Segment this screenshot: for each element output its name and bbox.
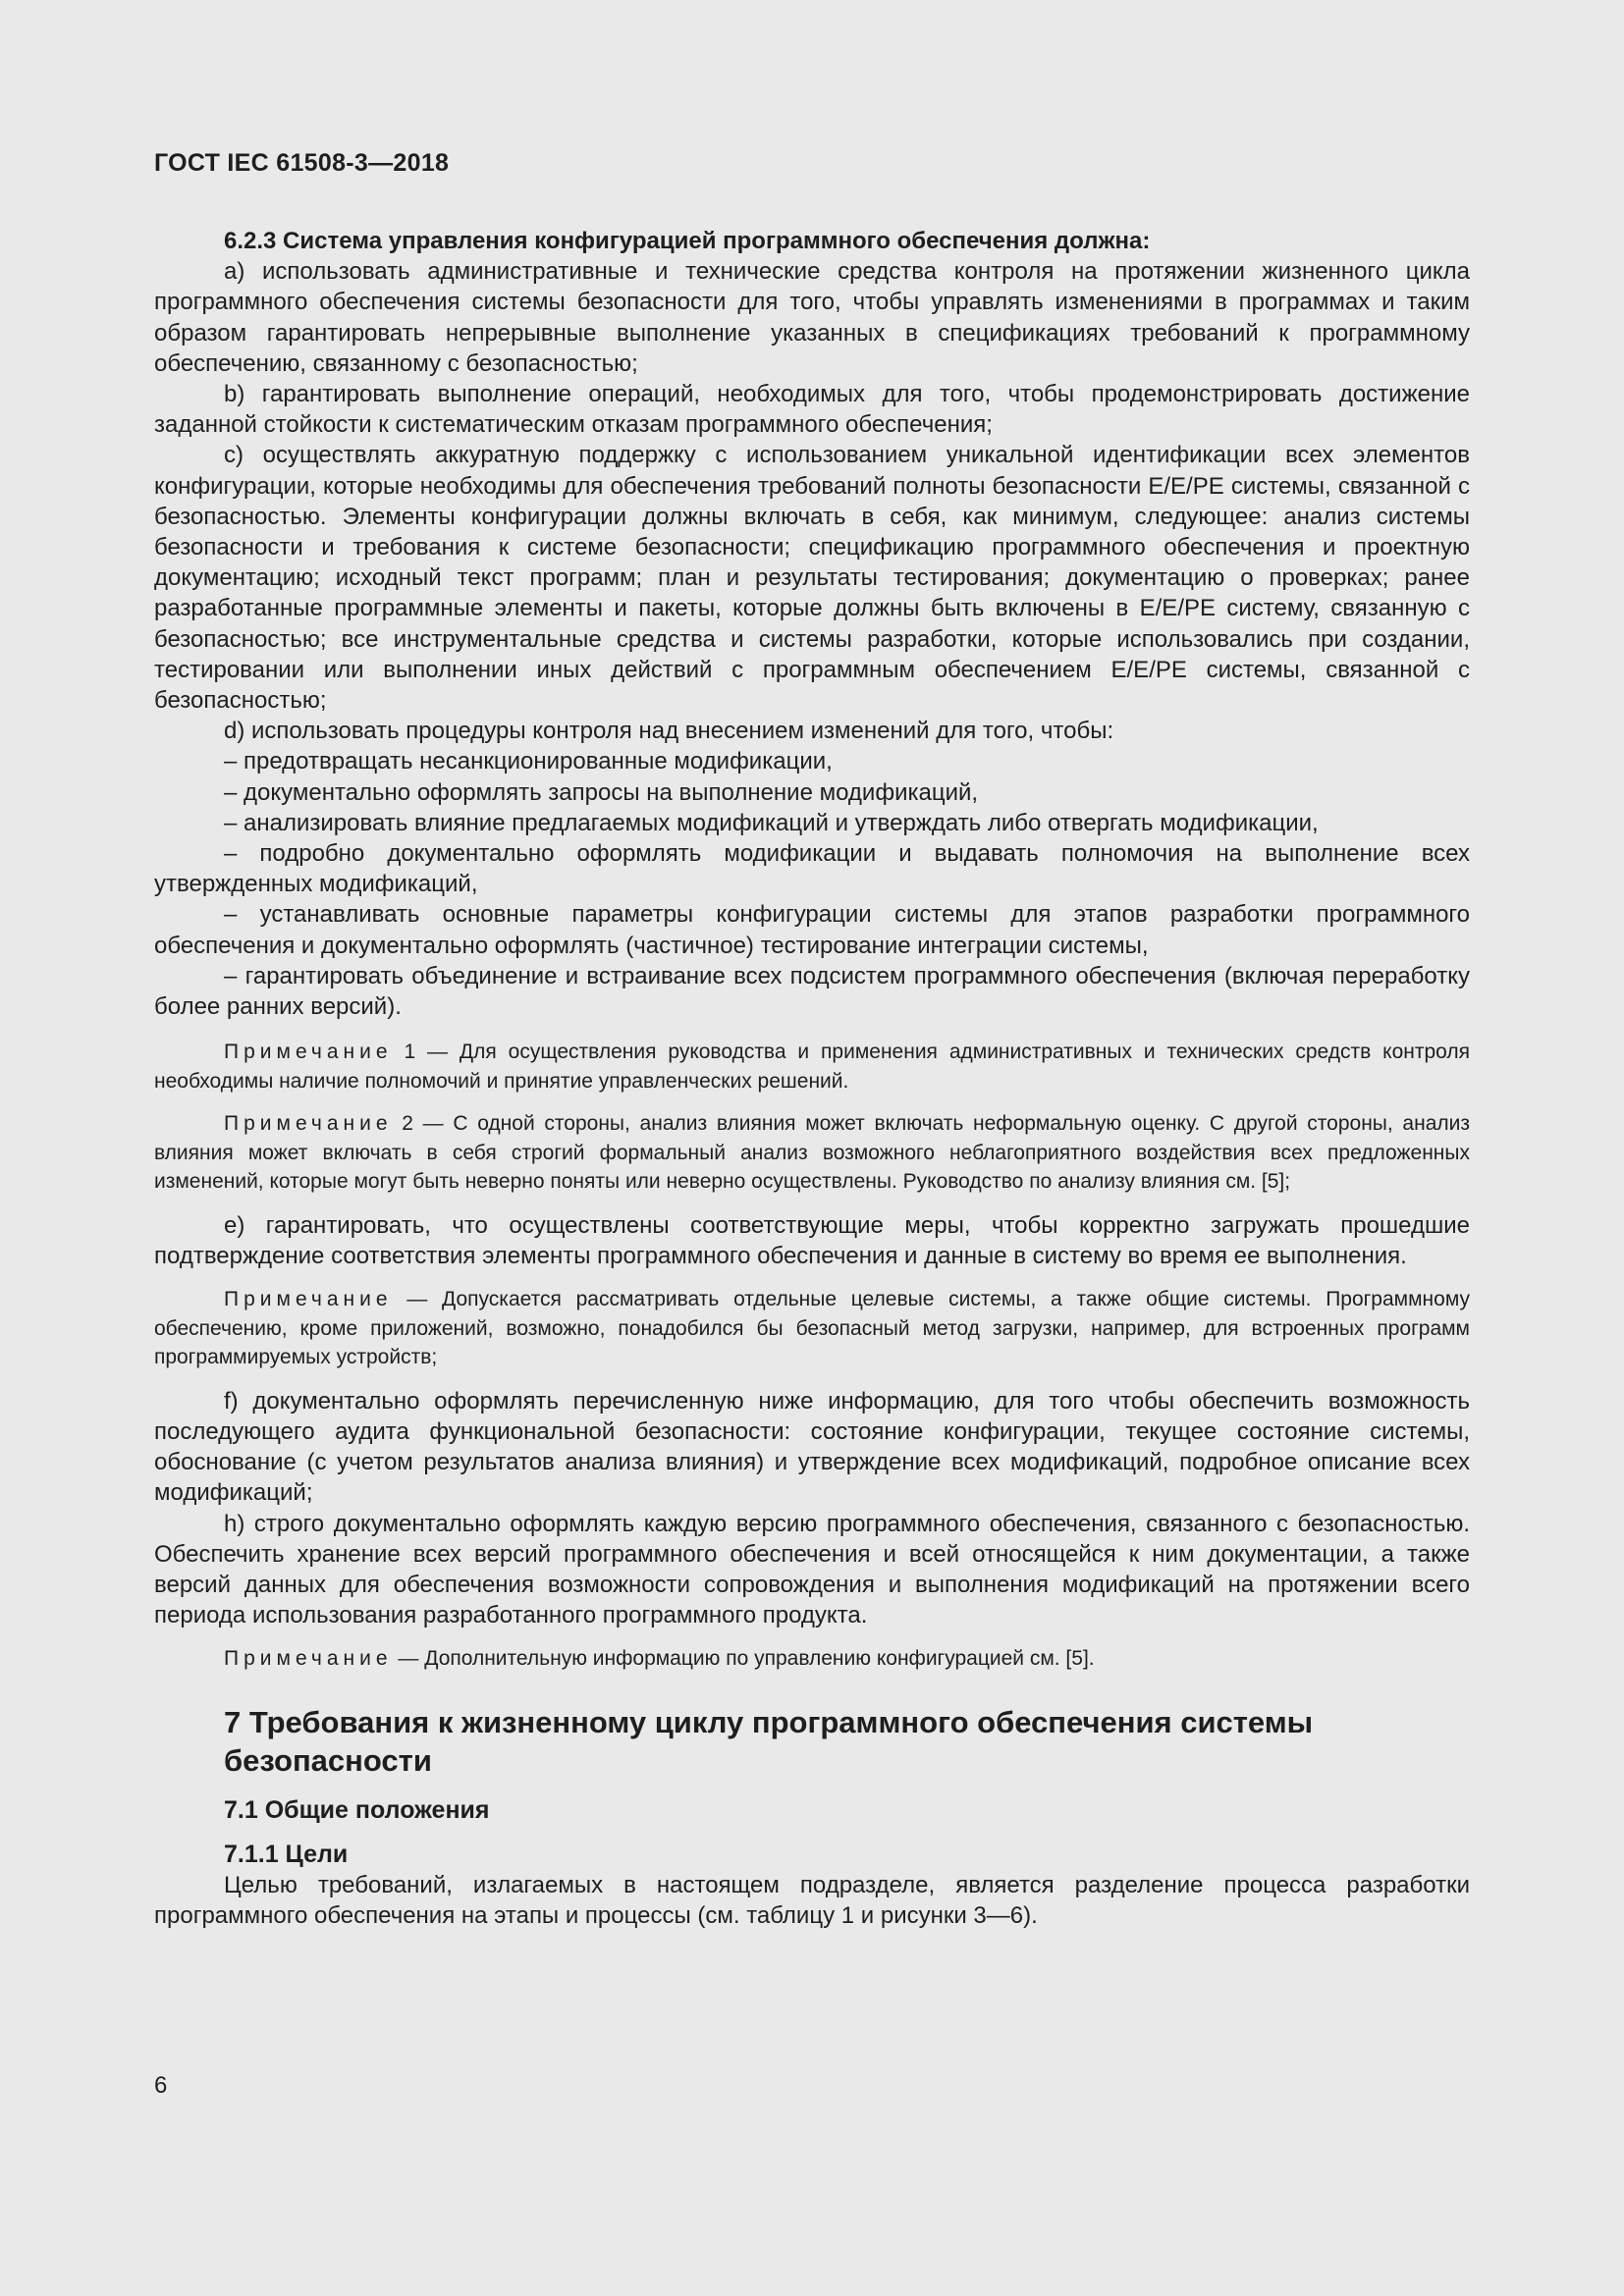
note-label: Примечание (224, 1041, 393, 1064)
page-number: 6 (154, 2072, 168, 2099)
note-text: — Дополнительную информацию по управлению конфигурацией см. [5]. (392, 1647, 1095, 1671)
list-item: – гарантировать объединение и встраивание всех подсистем программного обеспечения (включая переработку более ранних версий). (154, 962, 1470, 1021)
note-2 (154, 1109, 1470, 1197)
item-d: d) использовать процедуры контроля над внесением изменений для того, чтобы: (224, 718, 1114, 745)
list-item: – предотвращать несанкционированные модификации, (224, 748, 833, 775)
note-label: Примечание (224, 1288, 393, 1311)
list-item: – подробно документально оформлять модификации и выдавать полномочия на выполнение всех утвержденных модификаций, (154, 840, 1470, 898)
note-text: 1 — Для осуществления руководства и применения административных и технических средств контроля необходимы наличие полномочий и принятие управленческих решений. (154, 1041, 1470, 1093)
item-f: f) документально оформлять перечисленную ниже информацию, для того чтобы обеспечить возможность последующего аудита функциональной безопасности: состояние конфигурации, текущее состояние системы, обоснование (с учетом результатов анализа влияния) и утверждение всех модификаций, подробное описание всех модификаций; (154, 1387, 1470, 1507)
section-heading-7: 7 Требования к жизненному циклу программного обеспечения системы безопасности (224, 1704, 1314, 1778)
list-item: – устанавливать основные параметры конфигурации системы для этапов разработки программного обеспечения и документально оформлять (частичное) тестирование интеграции системы, (154, 901, 1470, 959)
note-3 (154, 1285, 1470, 1372)
section-paragraph: Целью требований, излагаемых в настоящем подразделе, является разделение процесса разработки программного обеспечения на этапы и процессы (см. таблицу 1 и рисунки 3—6). (154, 1871, 1470, 1930)
note-label: Примечание (224, 1112, 393, 1136)
item-a: a) использовать административные и технические средства контроля на протяжении жизненного цикла программного обеспечения системы безопасности для того, чтобы управлять изменениями в программах и таким образом гарантировать непрерывные выполнение указанных в спецификациях требований к программному обеспечению, связанному с безопасностью; (154, 258, 1470, 377)
note-text: — Допускается рассматривать отдельные целевые системы, а также общие системы. Программному обеспечению, кроме приложений, возможно, понадобился бы безопасный метод загрузки, например, для встроенных программ программируемых устройств; (154, 1288, 1470, 1369)
section-heading-7-1-1: 7.1.1 Цели (224, 1840, 349, 1868)
list-item: – анализировать влияние предлагаемых модификаций и утверждать либо отвергать модификации, (224, 809, 1319, 836)
note-label: Примечание (224, 1647, 393, 1671)
section-heading-7-1: 7.1 Общие положения (224, 1795, 490, 1824)
list-item: – документально оформлять запросы на выполнение модификаций, (224, 778, 979, 806)
note-1 (154, 1038, 1470, 1095)
note-text: 2 — С одной стороны, анализ влияния может включать неформальную оценку. С другой стороны, анализ влияния может включать в себя строгий формальный анализ возможного неблагоприятного воздействия всех предложенных изменений, которые могут быть неверно поняты или неверно осуществлены. Руководство по анализу влияния см. [5]; (154, 1112, 1470, 1194)
document-header: ГОСТ IEC 61508-3—2018 (154, 149, 450, 177)
clause-heading-6-2-3: 6.2.3 Система управления конфигурацией программного обеспечения должна: (224, 228, 1151, 254)
item-e: e) гарантировать, что осуществлены соответствующие меры, чтобы корректно загружать прошедшие подтверждение соответствия элементы программного обеспечения и данные в систему во время ее выполнения. (154, 1211, 1470, 1269)
note-4 (154, 1644, 1470, 1674)
document-body (154, 226, 1470, 1931)
item-b: b) гарантировать выполнение операций, необходимых для того, чтобы продемонстрировать достижение заданной стойкости к систематическим отказам программного обеспечения; (154, 381, 1470, 439)
item-h: h) строго документально оформлять каждую версию программного обеспечения, связанного с безопасностью. Обеспечить хранение всех версий программного обеспечения и всей относящейся к ним документации, а также версий данных для обеспечения возможности сопровождения и выполнения модификаций на протяжении всего периода использования разработанного программного продукта. (154, 1510, 1470, 1629)
item-c: c) осуществлять аккуратную поддержку с использованием уникальной идентификации всех элементов конфигурации, которые необходимы для обеспечения требований полноты безопасности E/E/PE системы, связанной с безопасностью. Элементы конфигурации должны включать в себя, как минимум, следующее: анализ системы безопасности и требования к системе безопасности; спецификацию программного обеспечения и проектную документацию; исходный текст программ; план и результаты тестирования; документацию о проверках; ранее разработанные программные элементы и пакеты, которые должны быть включены в E/E/PE систему, связанную с безопасностью; все инструментальные средства и системы разработки, которые использовались при создании, тестировании или выполнении иных действий с программным обеспечением E/E/PE системы, связанной с безопасностью; (154, 442, 1470, 715)
